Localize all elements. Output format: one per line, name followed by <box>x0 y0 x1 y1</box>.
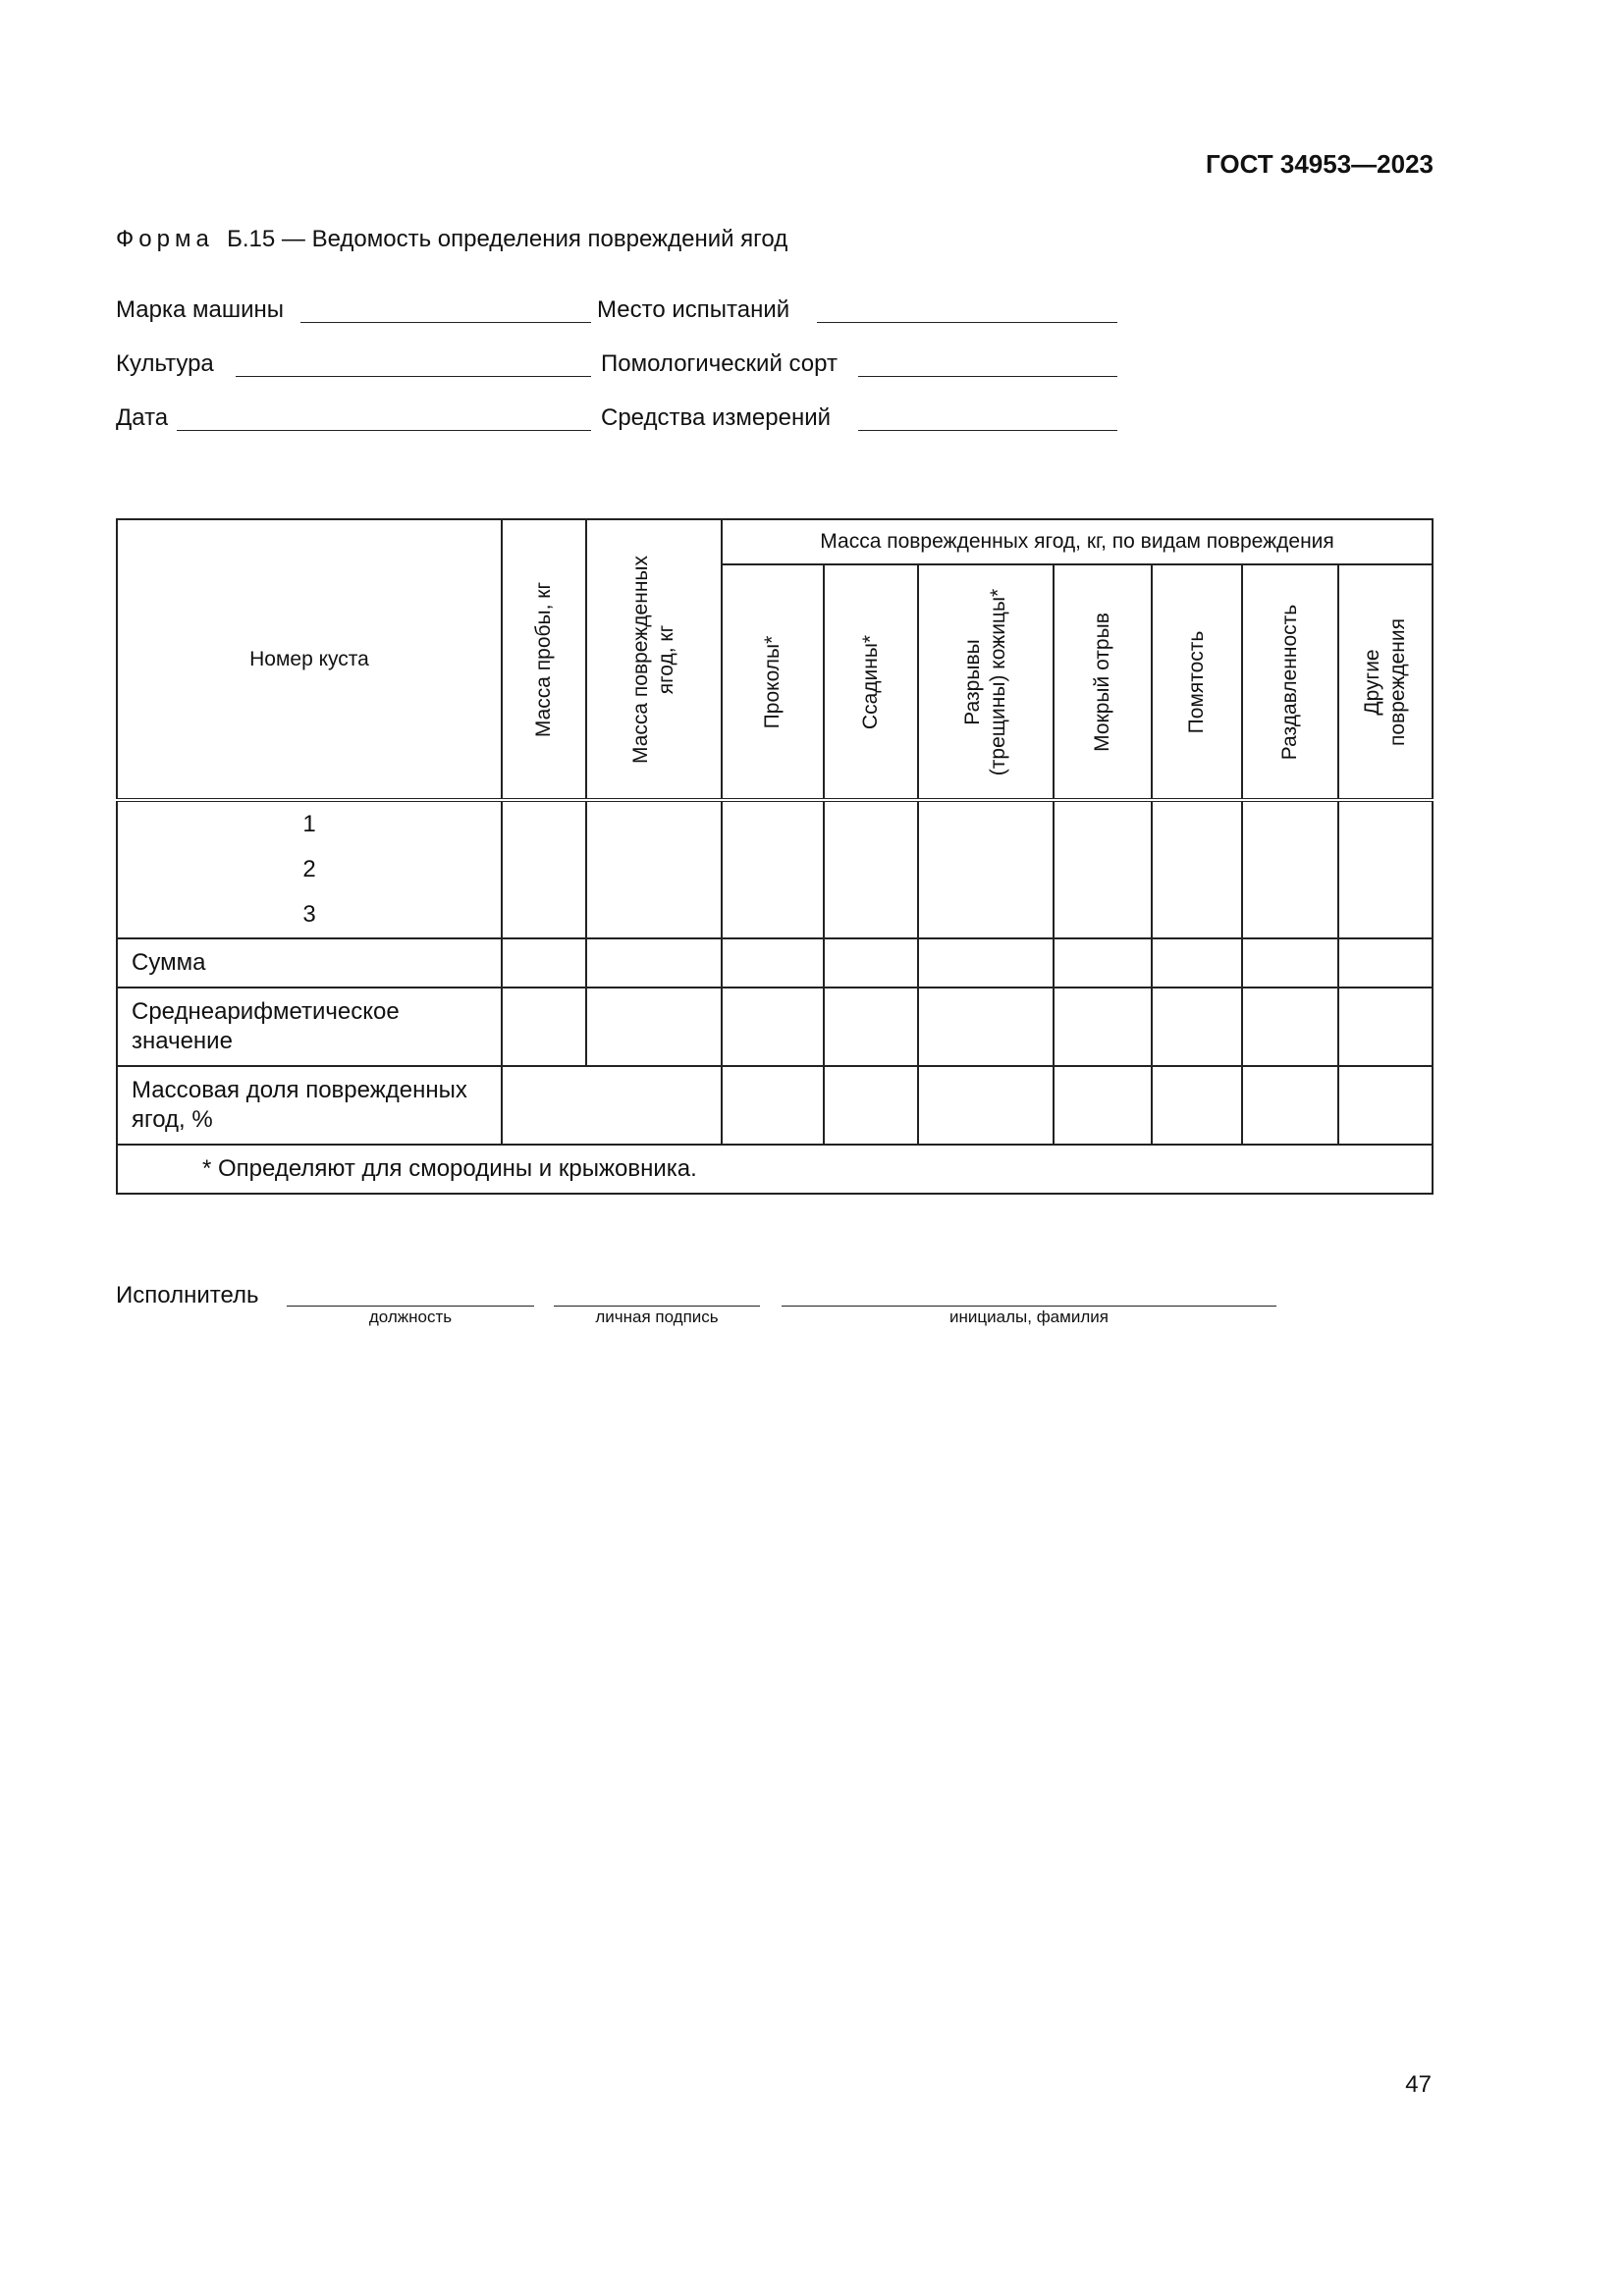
data-cell[interactable] <box>722 1066 824 1145</box>
data-cell[interactable] <box>824 988 918 1066</box>
data-cell[interactable] <box>502 800 586 938</box>
data-cell[interactable] <box>824 800 918 938</box>
form-title <box>116 226 787 253</box>
data-cell[interactable] <box>1242 938 1338 988</box>
footnote: * Определяют для смородины и крыжовника. <box>117 1145 1433 1194</box>
executor-label: Исполнитель <box>116 1282 259 1308</box>
data-cell[interactable] <box>1054 938 1152 988</box>
standard-designation: ГОСТ 34953—2023 <box>1206 149 1434 179</box>
row-number-2: 2 <box>302 856 316 882</box>
data-cell[interactable] <box>1152 1066 1242 1145</box>
data-cell[interactable] <box>1054 800 1152 938</box>
form-word: Форма <box>116 226 214 252</box>
signature-field[interactable] <box>554 1306 760 1307</box>
abrasions-header: Ссадины* <box>824 564 918 800</box>
data-cell[interactable] <box>586 938 722 988</box>
data-cell[interactable] <box>502 1066 722 1145</box>
culture-label: Культура <box>116 350 214 377</box>
other-damage-header: Другие повреждения <box>1338 564 1433 800</box>
sum-label: Сумма <box>117 938 502 988</box>
row-number-3: 3 <box>302 901 316 928</box>
machine-label: Марка машины <box>116 296 285 323</box>
data-cell[interactable] <box>586 988 722 1066</box>
data-cell[interactable] <box>1242 800 1338 938</box>
position-caption: должность <box>368 1308 453 1326</box>
variety-field[interactable] <box>858 376 1117 377</box>
date-label: Дата <box>116 404 169 431</box>
data-cell[interactable] <box>1152 800 1242 938</box>
mean-label: Среднеарифметическое значение <box>117 988 502 1066</box>
data-cell[interactable] <box>1054 1066 1152 1145</box>
data-cell[interactable] <box>1338 938 1433 988</box>
data-cell[interactable] <box>1242 988 1338 1066</box>
data-cell[interactable] <box>1054 988 1152 1066</box>
page-number: 47 <box>1405 2071 1432 2098</box>
form-number-title: Б.15 — Ведомость определения повреждений ягод <box>227 226 788 252</box>
ruptures-header: Разрывы (трещины) кожицы* <box>918 564 1054 800</box>
data-cell[interactable] <box>918 1066 1054 1145</box>
machine-field[interactable] <box>300 322 591 323</box>
data-cell[interactable] <box>1338 1066 1433 1145</box>
data-cell[interactable] <box>824 938 918 988</box>
culture-field[interactable] <box>236 376 591 377</box>
name-caption: инициалы, фамилия <box>949 1308 1109 1326</box>
bush-number-header: Номер куста <box>117 519 502 800</box>
crushing-header: Раздавленность <box>1242 564 1338 800</box>
data-cell[interactable] <box>722 800 824 938</box>
variety-label: Помологический сорт <box>601 350 838 377</box>
row-number-1: 1 <box>302 811 316 837</box>
signature-caption: личная подпись <box>595 1308 719 1326</box>
data-cell[interactable] <box>918 800 1054 938</box>
bruising-header: Помятость <box>1152 564 1242 800</box>
data-cell[interactable] <box>502 938 586 988</box>
sample-mass-header: Масса пробы, кг <box>502 519 586 800</box>
data-cell[interactable] <box>722 938 824 988</box>
data-cell[interactable] <box>918 988 1054 1066</box>
damage-table <box>116 518 1434 1195</box>
data-cell[interactable] <box>1338 988 1433 1066</box>
share-label: Массовая доля поврежденных ягод, % <box>117 1066 502 1145</box>
data-cell[interactable] <box>586 800 722 938</box>
punctures-header: Проколы* <box>722 564 824 800</box>
date-field[interactable] <box>177 430 591 431</box>
data-cell[interactable] <box>1152 988 1242 1066</box>
damaged-mass-header: Масса поврежденных ягод, кг <box>586 519 722 800</box>
damage-group-header: Масса поврежденных ягод, кг, по видам повреждения <box>722 519 1433 564</box>
place-field[interactable] <box>817 322 1117 323</box>
bush-numbers <box>117 800 502 938</box>
data-cell[interactable] <box>502 988 586 1066</box>
name-field[interactable] <box>782 1306 1276 1307</box>
place-label: Место испытаний <box>597 296 790 323</box>
data-cell[interactable] <box>722 988 824 1066</box>
instruments-label: Средства измерений <box>601 404 832 431</box>
data-cell[interactable] <box>1152 938 1242 988</box>
data-cell[interactable] <box>1242 1066 1338 1145</box>
data-cell[interactable] <box>918 938 1054 988</box>
instruments-field[interactable] <box>858 430 1117 431</box>
data-cell[interactable] <box>1338 800 1433 938</box>
position-field[interactable] <box>287 1306 534 1307</box>
data-cell[interactable] <box>824 1066 918 1145</box>
wet-tear-header: Мокрый отрыв <box>1054 564 1152 800</box>
